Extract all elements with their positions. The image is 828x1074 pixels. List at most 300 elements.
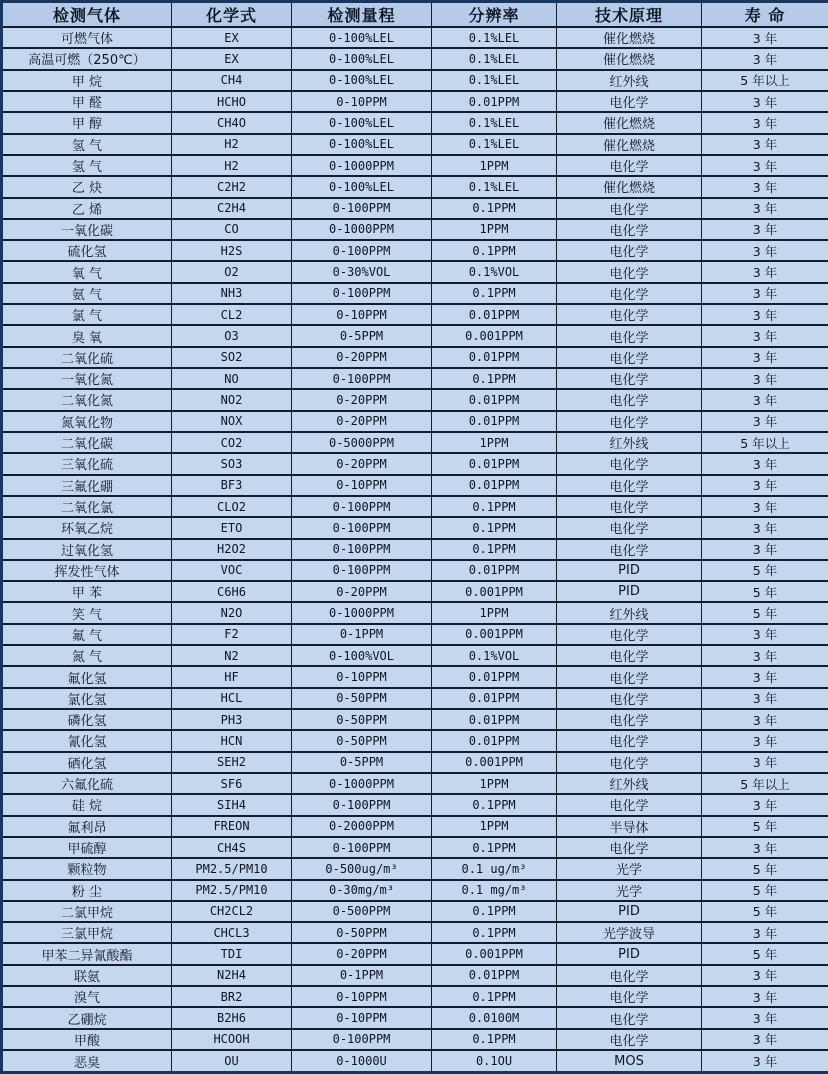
cell-range: 0-50PPM xyxy=(292,730,432,751)
cell-gas-name: 氢 气 xyxy=(2,134,172,155)
cell-principle: 催化燃烧 xyxy=(557,48,702,69)
cell-resolution: 0.01PPM xyxy=(432,560,557,581)
cell-resolution: 0.1%LEL xyxy=(432,27,557,48)
cell-resolution: 0.01PPM xyxy=(432,965,557,986)
cell-gas-name: 溴气 xyxy=(2,986,172,1007)
table-row xyxy=(2,943,828,964)
cell-lifespan: 5 年 xyxy=(702,816,828,837)
cell-principle: PID xyxy=(557,901,702,922)
table-row xyxy=(2,453,828,474)
cell-principle: 电化学 xyxy=(557,240,702,261)
cell-principle: 电化学 xyxy=(557,645,702,666)
cell-gas-name: 氮氧化物 xyxy=(2,411,172,432)
cell-principle: 电化学 xyxy=(557,91,702,112)
table-row xyxy=(2,688,828,709)
cell-lifespan: 3 年 xyxy=(702,837,828,858)
cell-resolution: 0.1PPM xyxy=(432,517,557,538)
cell-formula: C2H4 xyxy=(172,198,292,219)
cell-lifespan: 3 年 xyxy=(702,645,828,666)
cell-resolution: 0.1PPM xyxy=(432,922,557,943)
cell-resolution: 0.1OU xyxy=(432,1050,557,1073)
cell-gas-name: 环氧乙烷 xyxy=(2,517,172,538)
cell-resolution: 0.1PPM xyxy=(432,283,557,304)
cell-range: 0-10PPM xyxy=(292,1007,432,1028)
cell-resolution: 1PPM xyxy=(432,155,557,176)
table-row xyxy=(2,91,828,112)
cell-resolution: 0.1PPM xyxy=(432,240,557,261)
cell-formula: C2H2 xyxy=(172,176,292,197)
cell-range: 0-100PPM xyxy=(292,283,432,304)
cell-resolution: 0.001PPM xyxy=(432,943,557,964)
cell-range: 0-5000PPM xyxy=(292,432,432,453)
table-row xyxy=(2,901,828,922)
table-row xyxy=(2,645,828,666)
cell-resolution: 0.01PPM xyxy=(432,730,557,751)
cell-formula: TDI xyxy=(172,943,292,964)
cell-range: 0-20PPM xyxy=(292,943,432,964)
table-row xyxy=(2,560,828,581)
header-row xyxy=(2,2,828,28)
cell-resolution: 0.1%LEL xyxy=(432,70,557,91)
cell-range: 0-20PPM xyxy=(292,453,432,474)
cell-resolution: 1PPM xyxy=(432,816,557,837)
cell-resolution: 0.1PPM xyxy=(432,837,557,858)
cell-gas-name: 甲 烷 xyxy=(2,70,172,91)
cell-formula: F2 xyxy=(172,624,292,645)
cell-resolution: 0.1%VOL xyxy=(432,261,557,282)
cell-principle: 电化学 xyxy=(557,1007,702,1028)
cell-formula: CH4O xyxy=(172,112,292,133)
cell-lifespan: 3 年 xyxy=(702,219,828,240)
cell-principle: 电化学 xyxy=(557,198,702,219)
cell-range: 0-20PPM xyxy=(292,411,432,432)
cell-resolution: 0.1%LEL xyxy=(432,112,557,133)
cell-range: 0-100PPM xyxy=(292,1029,432,1050)
cell-lifespan: 3 年 xyxy=(702,134,828,155)
cell-formula: CHCL3 xyxy=(172,922,292,943)
cell-formula: O3 xyxy=(172,325,292,346)
cell-gas-name: 硅 烷 xyxy=(2,794,172,815)
cell-lifespan: 3 年 xyxy=(702,688,828,709)
cell-formula: CH4 xyxy=(172,70,292,91)
cell-formula: PM2.5/PM10 xyxy=(172,880,292,901)
table-row xyxy=(2,539,828,560)
cell-range: 0-10PPM xyxy=(292,666,432,687)
cell-formula: OU xyxy=(172,1050,292,1073)
cell-gas-name: 氟利昂 xyxy=(2,816,172,837)
cell-range: 0-50PPM xyxy=(292,709,432,730)
table-row xyxy=(2,176,828,197)
cell-gas-name: 甲 苯 xyxy=(2,581,172,602)
cell-formula: C6H6 xyxy=(172,581,292,602)
cell-resolution: 0.001PPM xyxy=(432,581,557,602)
cell-principle: 催化燃烧 xyxy=(557,134,702,155)
cell-lifespan: 3 年 xyxy=(702,347,828,368)
cell-principle: PID xyxy=(557,581,702,602)
cell-resolution: 0.01PPM xyxy=(432,709,557,730)
table-row xyxy=(2,1007,828,1028)
cell-range: 0-30mg/m³ xyxy=(292,880,432,901)
cell-lifespan: 3 年 xyxy=(702,283,828,304)
cell-resolution: 0.01PPM xyxy=(432,453,557,474)
cell-formula: SEH2 xyxy=(172,752,292,773)
cell-gas-name: 二氧化氯 xyxy=(2,496,172,517)
cell-lifespan: 3 年 xyxy=(702,368,828,389)
table-row xyxy=(2,773,828,794)
cell-formula: H2O2 xyxy=(172,539,292,560)
table-row xyxy=(2,858,828,879)
table-row xyxy=(2,965,828,986)
cell-formula: CL2 xyxy=(172,304,292,325)
cell-range: 0-100PPM xyxy=(292,539,432,560)
cell-formula: SIH4 xyxy=(172,794,292,815)
cell-lifespan: 3 年 xyxy=(702,624,828,645)
cell-principle: 光学 xyxy=(557,858,702,879)
cell-lifespan: 3 年 xyxy=(702,453,828,474)
table-row xyxy=(2,602,828,623)
cell-range: 0-100PPM xyxy=(292,837,432,858)
cell-range: 0-1000PPM xyxy=(292,602,432,623)
cell-formula: N2H4 xyxy=(172,965,292,986)
cell-principle: 红外线 xyxy=(557,432,702,453)
cell-gas-name: 乙 烯 xyxy=(2,198,172,219)
cell-range: 0-1000PPM xyxy=(292,773,432,794)
cell-principle: 电化学 xyxy=(557,517,702,538)
cell-formula: SO3 xyxy=(172,453,292,474)
cell-range: 0-50PPM xyxy=(292,922,432,943)
table-row xyxy=(2,70,828,91)
cell-principle: 催化燃烧 xyxy=(557,176,702,197)
cell-lifespan: 3 年 xyxy=(702,1029,828,1050)
cell-resolution: 0.1%LEL xyxy=(432,176,557,197)
cell-formula: CLO2 xyxy=(172,496,292,517)
cell-formula: CH2CL2 xyxy=(172,901,292,922)
cell-principle: 电化学 xyxy=(557,411,702,432)
cell-resolution: 0.01PPM xyxy=(432,666,557,687)
cell-resolution: 0.01PPM xyxy=(432,347,557,368)
cell-principle: 电化学 xyxy=(557,304,702,325)
table-row xyxy=(2,155,828,176)
cell-principle: 电化学 xyxy=(557,624,702,645)
cell-formula: NO2 xyxy=(172,389,292,410)
cell-range: 0-20PPM xyxy=(292,389,432,410)
cell-resolution: 0.1PPM xyxy=(432,368,557,389)
cell-formula: NOX xyxy=(172,411,292,432)
cell-gas-name: 恶臭 xyxy=(2,1050,172,1073)
table-row xyxy=(2,432,828,453)
cell-lifespan: 3 年 xyxy=(702,240,828,261)
cell-range: 0-100%LEL xyxy=(292,70,432,91)
cell-lifespan: 3 年 xyxy=(702,922,828,943)
cell-range: 0-100PPM xyxy=(292,368,432,389)
table-row xyxy=(2,816,828,837)
cell-formula: N2O xyxy=(172,602,292,623)
cell-range: 0-2000PPM xyxy=(292,816,432,837)
cell-gas-name: 氟 气 xyxy=(2,624,172,645)
cell-formula: PH3 xyxy=(172,709,292,730)
gas-table-header xyxy=(2,2,828,28)
table-row xyxy=(2,794,828,815)
cell-lifespan: 3 年 xyxy=(702,198,828,219)
cell-formula: FREON xyxy=(172,816,292,837)
cell-range: 0-1PPM xyxy=(292,624,432,645)
cell-resolution: 0.01PPM xyxy=(432,91,557,112)
table-row xyxy=(2,261,828,282)
cell-principle: 电化学 xyxy=(557,837,702,858)
column-header-gas-name: 检测气体 xyxy=(2,2,172,28)
cell-gas-name: 可燃气体 xyxy=(2,27,172,48)
cell-lifespan: 3 年 xyxy=(702,411,828,432)
cell-principle: 电化学 xyxy=(557,539,702,560)
cell-principle: 电化学 xyxy=(557,261,702,282)
table-row xyxy=(2,752,828,773)
cell-gas-name: 挥发性气体 xyxy=(2,560,172,581)
cell-formula: CO xyxy=(172,219,292,240)
cell-lifespan: 5 年 xyxy=(702,880,828,901)
cell-resolution: 0.01PPM xyxy=(432,304,557,325)
cell-lifespan: 3 年 xyxy=(702,325,828,346)
column-header-resolution: 分辨率 xyxy=(432,2,557,28)
cell-lifespan: 3 年 xyxy=(702,709,828,730)
table-row xyxy=(2,581,828,602)
cell-gas-name: 乙 炔 xyxy=(2,176,172,197)
cell-principle: 电化学 xyxy=(557,730,702,751)
table-row xyxy=(2,922,828,943)
cell-formula: NO xyxy=(172,368,292,389)
cell-gas-name: 三氯甲烷 xyxy=(2,922,172,943)
table-row xyxy=(2,48,828,69)
cell-formula: O2 xyxy=(172,261,292,282)
cell-resolution: 0.1%LEL xyxy=(432,134,557,155)
cell-range: 0-5PPM xyxy=(292,752,432,773)
table-row xyxy=(2,304,828,325)
cell-gas-name: 笑 气 xyxy=(2,602,172,623)
cell-lifespan: 3 年 xyxy=(702,155,828,176)
cell-resolution: 0.001PPM xyxy=(432,752,557,773)
cell-range: 0-100%LEL xyxy=(292,27,432,48)
cell-principle: PID xyxy=(557,560,702,581)
cell-range: 0-20PPM xyxy=(292,347,432,368)
cell-resolution: 0.001PPM xyxy=(432,325,557,346)
cell-gas-name: 二氧化硫 xyxy=(2,347,172,368)
cell-gas-name: 氨 气 xyxy=(2,283,172,304)
cell-gas-name: 磷化氢 xyxy=(2,709,172,730)
cell-principle: 红外线 xyxy=(557,70,702,91)
cell-gas-name: 一氧化碳 xyxy=(2,219,172,240)
cell-gas-name: 氮 气 xyxy=(2,645,172,666)
column-header-range: 检测量程 xyxy=(292,2,432,28)
column-header-principle: 技术原理 xyxy=(557,2,702,28)
cell-range: 0-1000PPM xyxy=(292,155,432,176)
cell-formula: VOC xyxy=(172,560,292,581)
cell-gas-name: 甲酸 xyxy=(2,1029,172,1050)
cell-principle: 电化学 xyxy=(557,453,702,474)
cell-formula: H2 xyxy=(172,134,292,155)
cell-resolution: 0.0100M xyxy=(432,1007,557,1028)
table-row xyxy=(2,475,828,496)
cell-principle: MOS xyxy=(557,1050,702,1073)
cell-formula: HCN xyxy=(172,730,292,751)
cell-gas-name: 硒化氢 xyxy=(2,752,172,773)
table-row xyxy=(2,880,828,901)
cell-principle: 电化学 xyxy=(557,709,702,730)
cell-formula: PM2.5/PM10 xyxy=(172,858,292,879)
cell-resolution: 0.01PPM xyxy=(432,389,557,410)
cell-range: 0-10PPM xyxy=(292,91,432,112)
cell-resolution: 0.1PPM xyxy=(432,986,557,1007)
cell-lifespan: 5 年 xyxy=(702,943,828,964)
cell-formula: ETO xyxy=(172,517,292,538)
cell-lifespan: 3 年 xyxy=(702,176,828,197)
cell-principle: 电化学 xyxy=(557,219,702,240)
cell-lifespan: 3 年 xyxy=(702,27,828,48)
cell-gas-name: 二氧化碳 xyxy=(2,432,172,453)
cell-resolution: 0.1PPM xyxy=(432,496,557,517)
cell-gas-name: 联氨 xyxy=(2,965,172,986)
cell-resolution: 0.1PPM xyxy=(432,901,557,922)
cell-gas-name: 二氧化氮 xyxy=(2,389,172,410)
cell-lifespan: 3 年 xyxy=(702,965,828,986)
cell-principle: 红外线 xyxy=(557,602,702,623)
cell-range: 0-30%VOL xyxy=(292,261,432,282)
table-row xyxy=(2,198,828,219)
column-header-lifespan: 寿 命 xyxy=(702,2,828,28)
table-row xyxy=(2,112,828,133)
cell-lifespan: 3 年 xyxy=(702,91,828,112)
cell-principle: 红外线 xyxy=(557,773,702,794)
cell-range: 0-1PPM xyxy=(292,965,432,986)
cell-range: 0-1000PPM xyxy=(292,219,432,240)
cell-formula: SF6 xyxy=(172,773,292,794)
cell-lifespan: 3 年 xyxy=(702,261,828,282)
table-row xyxy=(2,411,828,432)
cell-range: 0-50PPM xyxy=(292,688,432,709)
table-row xyxy=(2,219,828,240)
table-row xyxy=(2,368,828,389)
cell-lifespan: 5 年 xyxy=(702,602,828,623)
cell-gas-name: 氯 气 xyxy=(2,304,172,325)
cell-lifespan: 3 年 xyxy=(702,1050,828,1073)
cell-resolution: 0.1PPM xyxy=(432,794,557,815)
cell-formula: H2 xyxy=(172,155,292,176)
cell-principle: 电化学 xyxy=(557,496,702,517)
table-row xyxy=(2,730,828,751)
cell-formula: B2H6 xyxy=(172,1007,292,1028)
cell-lifespan: 3 年 xyxy=(702,48,828,69)
column-header-formula: 化学式 xyxy=(172,2,292,28)
cell-gas-name: 乙硼烷 xyxy=(2,1007,172,1028)
table-row xyxy=(2,1050,828,1073)
cell-formula: BR2 xyxy=(172,986,292,1007)
table-row xyxy=(2,1029,828,1050)
cell-formula: N2 xyxy=(172,645,292,666)
table-row xyxy=(2,496,828,517)
cell-range: 0-100PPM xyxy=(292,517,432,538)
cell-gas-name: 颗粒物 xyxy=(2,858,172,879)
cell-gas-name: 氧 气 xyxy=(2,261,172,282)
cell-principle: 光学波导 xyxy=(557,922,702,943)
cell-principle: 电化学 xyxy=(557,986,702,1007)
cell-gas-name: 一氧化氮 xyxy=(2,368,172,389)
cell-lifespan: 3 年 xyxy=(702,475,828,496)
cell-formula: HCL xyxy=(172,688,292,709)
cell-lifespan: 3 年 xyxy=(702,389,828,410)
cell-range: 0-500PPM xyxy=(292,901,432,922)
cell-lifespan: 3 年 xyxy=(702,539,828,560)
cell-principle: 光学 xyxy=(557,880,702,901)
cell-principle: 电化学 xyxy=(557,389,702,410)
cell-gas-name: 氢 气 xyxy=(2,155,172,176)
cell-principle: 电化学 xyxy=(557,283,702,304)
cell-lifespan: 5 年以上 xyxy=(702,432,828,453)
cell-principle: PID xyxy=(557,943,702,964)
cell-principle: 电化学 xyxy=(557,368,702,389)
cell-lifespan: 3 年 xyxy=(702,112,828,133)
cell-resolution: 0.01PPM xyxy=(432,688,557,709)
cell-formula: CO2 xyxy=(172,432,292,453)
cell-lifespan: 3 年 xyxy=(702,794,828,815)
cell-gas-name: 臭 氧 xyxy=(2,325,172,346)
cell-range: 0-10PPM xyxy=(292,475,432,496)
cell-principle: 电化学 xyxy=(557,155,702,176)
cell-lifespan: 3 年 xyxy=(702,986,828,1007)
cell-principle: 电化学 xyxy=(557,325,702,346)
cell-resolution: 0.1 mg/m³ xyxy=(432,880,557,901)
cell-resolution: 1PPM xyxy=(432,602,557,623)
cell-range: 0-1000U xyxy=(292,1050,432,1073)
cell-gas-name: 高温可燃（250℃） xyxy=(2,48,172,69)
cell-formula: CH4S xyxy=(172,837,292,858)
cell-lifespan: 5 年 xyxy=(702,581,828,602)
cell-gas-name: 甲苯二异氰酸酯 xyxy=(2,943,172,964)
cell-gas-name: 六氟化硫 xyxy=(2,773,172,794)
table-row xyxy=(2,517,828,538)
cell-range: 0-100%LEL xyxy=(292,176,432,197)
cell-range: 0-500ug/m³ xyxy=(292,858,432,879)
cell-resolution: 0.1PPM xyxy=(432,539,557,560)
cell-principle: 催化燃烧 xyxy=(557,112,702,133)
cell-principle: 电化学 xyxy=(557,965,702,986)
cell-lifespan: 3 年 xyxy=(702,304,828,325)
cell-range: 0-20PPM xyxy=(292,581,432,602)
cell-principle: 电化学 xyxy=(557,688,702,709)
cell-resolution: 1PPM xyxy=(432,432,557,453)
cell-gas-name: 甲 醇 xyxy=(2,112,172,133)
cell-formula: H2S xyxy=(172,240,292,261)
cell-principle: 电化学 xyxy=(557,794,702,815)
cell-formula: SO2 xyxy=(172,347,292,368)
cell-principle: 电化学 xyxy=(557,475,702,496)
cell-principle: 催化燃烧 xyxy=(557,27,702,48)
cell-gas-name: 粉 尘 xyxy=(2,880,172,901)
cell-range: 0-100%LEL xyxy=(292,112,432,133)
cell-range: 0-100PPM xyxy=(292,794,432,815)
cell-resolution: 0.1 ug/m³ xyxy=(432,858,557,879)
cell-lifespan: 3 年 xyxy=(702,666,828,687)
cell-principle: 电化学 xyxy=(557,666,702,687)
cell-resolution: 0.1PPM xyxy=(432,198,557,219)
cell-lifespan: 3 年 xyxy=(702,752,828,773)
cell-range: 0-100%LEL xyxy=(292,134,432,155)
table-row xyxy=(2,837,828,858)
cell-range: 0-100PPM xyxy=(292,560,432,581)
cell-formula: BF3 xyxy=(172,475,292,496)
cell-lifespan: 5 年 xyxy=(702,560,828,581)
cell-lifespan: 3 年 xyxy=(702,1007,828,1028)
cell-formula: NH3 xyxy=(172,283,292,304)
cell-gas-name: 氯化氢 xyxy=(2,688,172,709)
cell-lifespan: 3 年 xyxy=(702,517,828,538)
